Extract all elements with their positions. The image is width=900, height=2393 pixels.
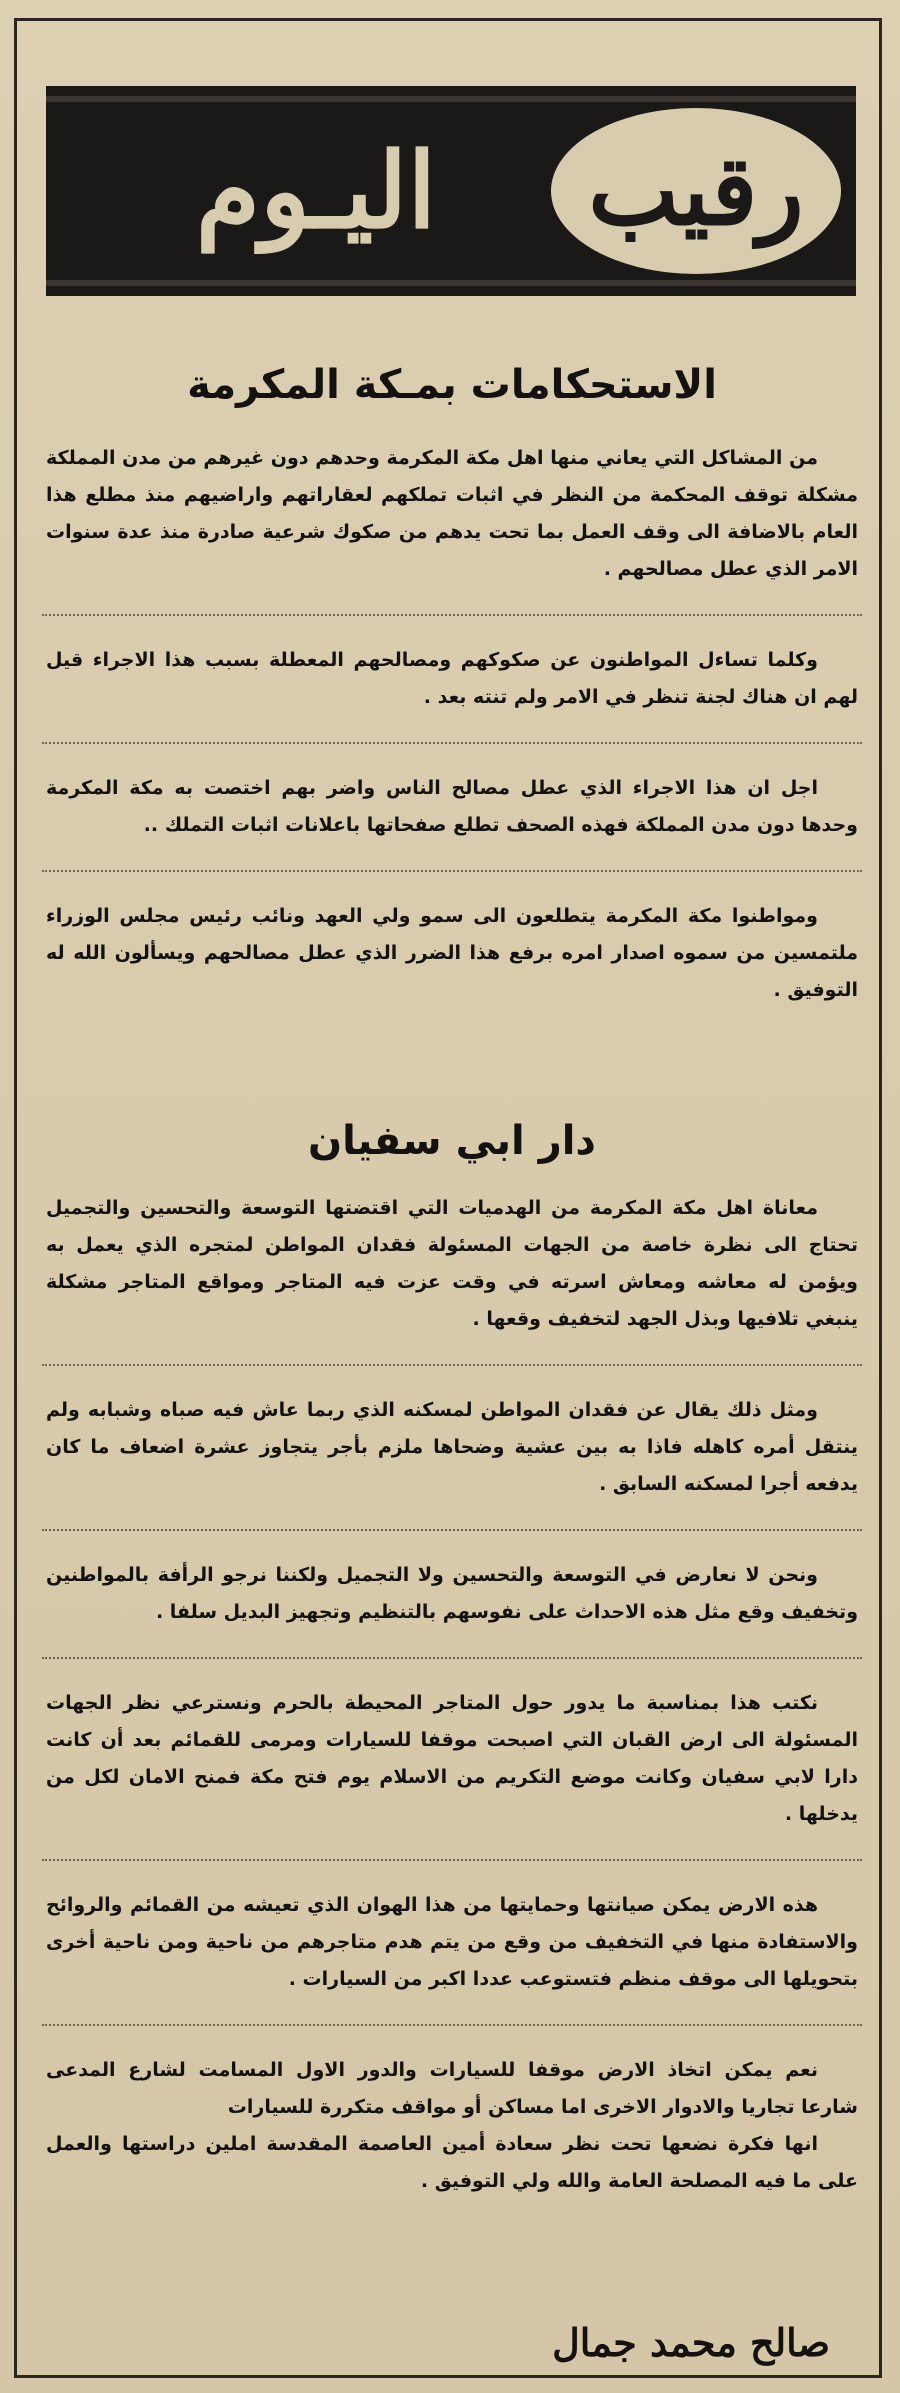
masthead-stripe bbox=[46, 280, 856, 286]
article-1-paragraph: اجل ان هذا الاجراء الذي عطل مصالح الناس واضر بهم اختصت به مكة المكرمة وحدها دون مدن المملكة فهذه الصحف تطلع صفحاتها باعلانات اثبات التملك .. bbox=[46, 777, 858, 836]
divider bbox=[42, 1364, 862, 1366]
masthead-banner bbox=[46, 86, 856, 296]
divider bbox=[42, 742, 862, 744]
divider bbox=[42, 1657, 862, 1659]
article-2-paragraph: نعم يمكن اتخاذ الارض موقفا للسيارات والدور الاول المسامت لشارع المدعى شارعا تجاريا والادوار الاخرى اما مساكن أو مواقف متكررة للسيارات bbox=[46, 2059, 858, 2118]
divider bbox=[42, 614, 862, 616]
article-2-paragraph: ومثل ذلك يقال عن فقدان المواطن لمسكنه الذي ربما عاش فيه صباه وشبابه ولم ينتقل أمره كاهله فاذا به بين عشية وضحاها ملزم بأجر يتجاوز عشرة اضعاف ما كان يدفعه أجرا لمسكنه السابق . bbox=[46, 1399, 858, 1495]
article-1-paragraph: وكلما تساءل المواطنون عن صكوكهم ومصالحهم المعطلة بسبب هذا الاجراء قيل لهم ان هناك لجنة تنظر في الامر ولم تنته بعد . bbox=[46, 649, 858, 708]
article-2-body bbox=[32, 1190, 872, 2200]
masthead-stripe bbox=[46, 96, 856, 102]
masthead-alyawm: اليـوم bbox=[195, 129, 437, 252]
article-1-body bbox=[32, 440, 872, 1009]
article-2-paragraph: هذه الارض يمكن صيانتها وحمايتها من هذا الهوان الذي تعيشه من القمائم والروائح والاستفادة منها في التخفيف من وقع من يتم هدم متاجرهم من ناحية ومن ناحية أخرى بتحويلها الى موقف منظم فتستوعب عددا اكبر من السيارات . bbox=[46, 1894, 858, 1990]
divider bbox=[42, 2024, 862, 2026]
author-signature: صالح محمد جمال bbox=[552, 2320, 830, 2365]
divider bbox=[42, 870, 862, 872]
article-2-paragraph: انها فكرة نضعها تحت نظر سعادة أمين العاصمة المقدسة املين دراستها والعمل على ما فيه المصلحة العامة والله ولي التوفيق . bbox=[46, 2133, 858, 2192]
divider bbox=[42, 1859, 862, 1861]
masthead-raqib: رقيب bbox=[588, 134, 804, 247]
article-2-title: دار ابي سفيان bbox=[308, 1118, 596, 1164]
article-2-paragraph: نكتب هذا بمناسبة ما يدور حول المتاجر المحيطة بالحرم ونسترعي نظر الجهات المسئولة الى ارض القبان التي اصبحت موقفا للسيارات ومرمى للقمائم بعد أن كانت دارا لابي سفيان وكانت موضع التكريم من الاسلام يوم فتح مكة فمنح الامان لكل من يدخلها . bbox=[46, 1692, 858, 1825]
divider bbox=[42, 1529, 862, 1531]
article-1-paragraph: ومواطنوا مكة المكرمة يتطلعون الى سمو ولي العهد ونائب رئيس مجلس الوزراء ملتمسين من سموه اصدار امره برفع هذا الضرر الذي عطل مصالحهم ويسألون الله له التوفيق . bbox=[46, 905, 858, 1001]
article-2-paragraph: ونحن لا نعارض في التوسعة والتحسين ولا التجميل ولكننا نرجو الرأفة بالمواطنين وتخفيف وقع مثل هذه الاحداث على نفوسهم بالتنظيم وتجهيز البديل سلفا . bbox=[46, 1564, 858, 1623]
masthead-oval bbox=[551, 108, 841, 274]
article-1-paragraph: من المشاكل التي يعاني منها اهل مكة المكرمة وحدهم دون غيرهم من مدن المملكة مشكلة توقف المحكمة من النظر في اثبات تملكهم لعقاراتهم واراضيهم منذ مطلع هذا العام بالاضافة الى وقف العمل بما تحت يدهم من صكوك شرعية صادرة منذ عدة سنوات الامر الذي عطل مصالحهم . bbox=[46, 447, 858, 580]
article-2-paragraph: معاناة اهل مكة المكرمة من الهدميات التي اقتضتها التوسعة والتحسين والتجميل تحتاج الى نظرة خاصة من الجهات المسئولة فقدان المواطن لمتجره الذي يعمل به ويؤمن له معاشه ومعاش اسرته في وقت عزت فيه المتاجر ومواقع المتاجر مشكلة ينبغي تلافيها وبذل الجهد لتخفيف وقعها . bbox=[46, 1197, 858, 1330]
article-1-title: الاستحكامات بمـكة المكرمة bbox=[187, 362, 717, 408]
